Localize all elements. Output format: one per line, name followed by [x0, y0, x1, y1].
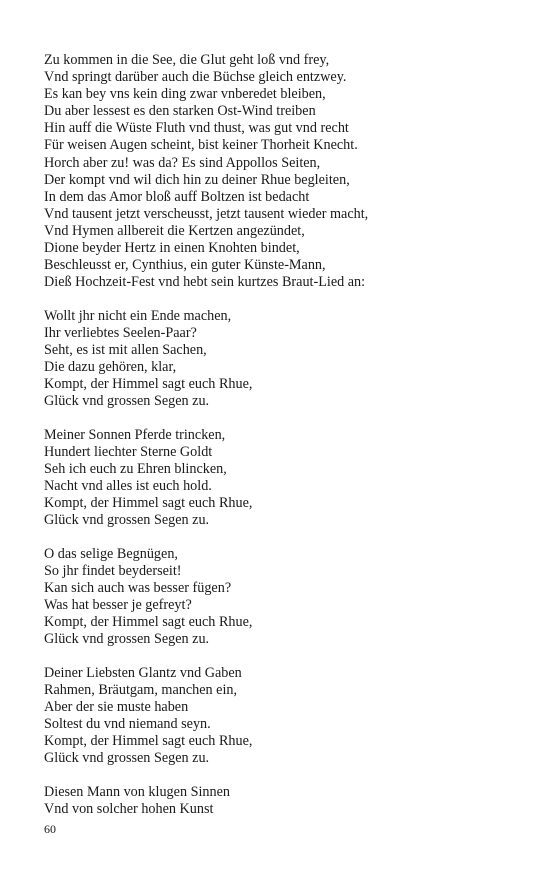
verse-line: Glück vnd grossen Segen zu. [44, 393, 210, 410]
verse-line: So jhr findet beyderseit! [44, 563, 182, 580]
verse-line: Deiner Liebsten Glantz vnd Gaben [44, 665, 242, 681]
verse-line: Diesen Mann von klugen Sinnen [44, 784, 230, 801]
verse-line: Es kan bey vns kein ding zwar vnberedet bleiben, [44, 86, 326, 103]
verse-line: Aber der sie muste haben [44, 699, 189, 716]
verse-line: Zu kommen in die See, die Glut geht loß vnd frey, [44, 52, 330, 68]
verse-line: Der kompt vnd wil dich hin zu deiner Rhue begleiten, [44, 171, 350, 188]
stanza [44, 546, 514, 649]
verse-line: Vnd von solcher hohen Kunst [44, 801, 214, 818]
verse-line: Wollt jhr nicht ein Ende machen, [44, 307, 232, 324]
verse-line: Hin auff die Wüste Fluth vnd thust, was gut vnd recht [44, 120, 349, 137]
stanza [44, 52, 514, 291]
verse-line: Vnd tausent jetzt verscheusst, jetzt tausent wieder macht, [44, 205, 369, 222]
verse-line: Dieß Hochzeit-Fest vnd hebt sein kurtzes Braut-Lied an: [44, 274, 366, 291]
verse-line: Meiner Sonnen Pferde trincken, [44, 426, 226, 443]
verse-line: Was hat besser je gefreyt? [44, 597, 192, 614]
verse-line: Kompt, der Himmel sagt euch Rhue, [44, 376, 253, 393]
stanza [44, 784, 514, 818]
verse-line: Für weisen Augen scheint, bist keiner Thorheit Knecht. [44, 137, 358, 154]
verse-line: Seh ich euch zu Ehren blincken, [44, 461, 227, 478]
verse-line: O das selige Begnügen, [44, 545, 178, 562]
stanza [44, 308, 514, 411]
stanza [44, 665, 514, 768]
verse-line: Kompt, der Himmel sagt euch Rhue, [44, 495, 253, 512]
verse-line: Kan sich auch was besser fügen? [44, 580, 232, 597]
verse-line: Ihr verliebtes Seelen-Paar? [44, 324, 197, 341]
verse-line: Hundert liechter Sterne Goldt [44, 443, 213, 460]
verse-line: Vnd Hymen allbereit die Kertzen angezündet, [44, 222, 305, 239]
verse-line: Glück vnd grossen Segen zu. [44, 631, 210, 648]
verse-line: Beschleusst er, Cynthius, ein guter Künste-Mann, [44, 257, 326, 274]
poem-text [44, 52, 514, 818]
stanza [44, 427, 514, 530]
verse-line: Kompt, der Himmel sagt euch Rhue, [44, 614, 253, 631]
verse-line: Soltest du vnd niemand seyn. [44, 716, 211, 733]
verse-line: Rahmen, Bräutgam, manchen ein, [44, 682, 238, 699]
verse-line: Du aber lessest es den starken Ost-Wind treiben [44, 103, 316, 120]
verse-line: Vnd springt darüber auch die Büchse gleich entzwey. [44, 69, 347, 86]
verse-line: Dione beyder Hertz in einen Knohten bindet, [44, 240, 300, 257]
verse-line: Horch aber zu! was da? Es sind Appollos Seiten, [44, 154, 321, 171]
verse-line: Seht, es ist mit allen Sachen, [44, 342, 207, 358]
verse-line: Glück vnd grossen Segen zu. [44, 512, 210, 529]
page-number: 60 [44, 822, 56, 836]
verse-line: Die dazu gehören, klar, [44, 359, 177, 376]
verse-line: Nacht vnd alles ist euch hold. [44, 478, 212, 495]
verse-line: In dem das Amor bloß auff Boltzen ist bedacht [44, 188, 310, 205]
verse-line: Kompt, der Himmel sagt euch Rhue, [44, 733, 253, 750]
verse-line: Glück vnd grossen Segen zu. [44, 750, 210, 767]
